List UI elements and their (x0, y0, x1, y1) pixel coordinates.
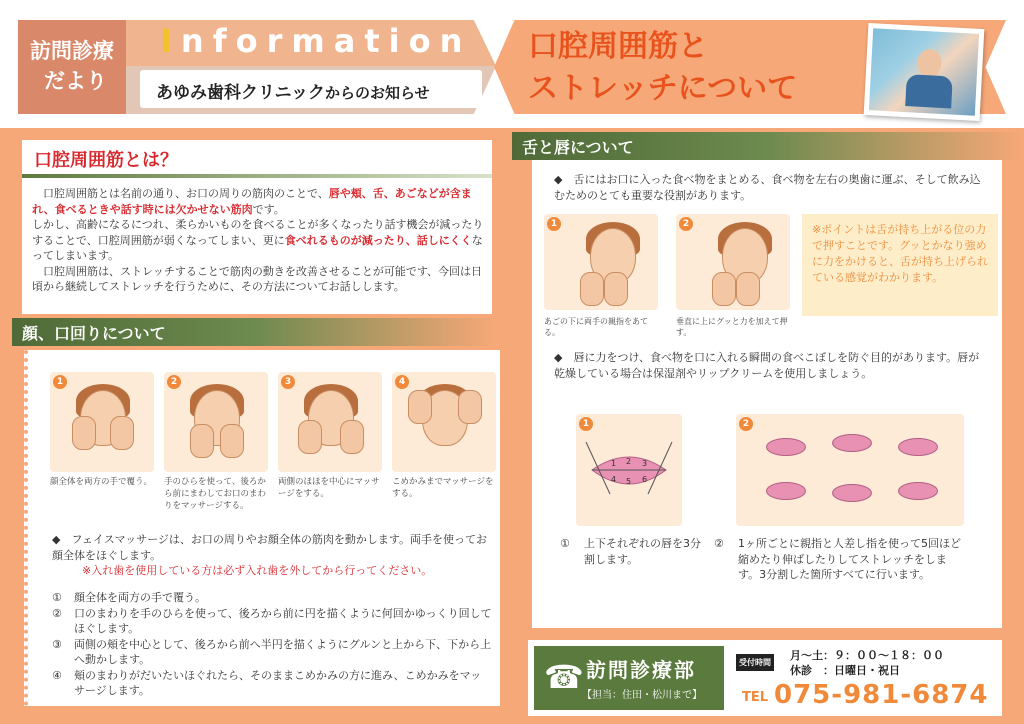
lip-section-label: 5 (626, 477, 632, 486)
tongue-illustration-1: 1 (544, 214, 658, 310)
header (0, 0, 1024, 128)
lip-stretch-illustration: 2 (736, 414, 964, 526)
reception-hours-badge: 受付時間 (736, 654, 774, 671)
department-name: 訪問診療部 (586, 658, 696, 682)
list-item: ③ 両側の頬を中心として、後ろから前へ半円を描くようにグルンと上から下、下から上へ動かします。 (52, 637, 492, 666)
what-is-panel (22, 140, 492, 314)
list-item: ② 口のまわりを手のひらを使って、後ろから前に円を描くように何回かゆっくり回してほぐします。 (52, 606, 492, 635)
lip-section-label: 3 (642, 459, 648, 468)
list-item: ④ 頬のまわりがだいたいほぐれたら、そのままこめかみの方に進み、こめかみをマッサージします。 (52, 668, 482, 697)
phone-number[interactable]: 075-981-6874 (774, 680, 989, 710)
badge-line2: だより (44, 69, 107, 93)
face-step-3: 3 両側のほほを中心にマッサージをする。 (278, 372, 382, 500)
elderly-man-photo (864, 23, 985, 121)
lip-caption-2: ② 1ヶ所ごとに親指と人差し指を使って5回ほど縮めたり伸ばしたりしてストレッチをします。3分割した箇所すべてに行います。 (714, 537, 961, 581)
lip-section-label: 6 (642, 475, 648, 484)
face-steps-list (52, 590, 492, 699)
face-panel (24, 350, 500, 706)
department-block (534, 646, 724, 710)
lip-sections-diagram (576, 414, 682, 526)
list-item: ① 顔全体を両方の手で覆う。 (52, 591, 206, 604)
lip-caption-1: ① 上下それぞれの唇を3分割します。 (560, 537, 701, 566)
newsletter-badge (18, 20, 126, 114)
lips-intro-text: ◆ 唇に力をつけ、食べ物を口に入れる瞬間の食べこぼしを防ぐ目的があります。唇が乾燥している場合は保湿剤やリップクリームを使用しましょう。 (554, 351, 980, 380)
tongue-illustration-2: 2 (676, 214, 790, 310)
face-step-4: 4 こめかみまでマッサージをする。 (392, 372, 496, 500)
face-step-1: 1 顔全体を両方の手で覆う。 (50, 372, 154, 488)
what-is-title: 口腔周囲筋とは？ (34, 150, 178, 171)
tel-label: TEL (742, 690, 769, 705)
information-heading: Information (160, 22, 472, 60)
face-step-2: 2 手のひらを使って、後ろから前にまわしてお口のまわりをマッサージする。 (164, 372, 268, 512)
denture-warning: ※入れ歯を使用している方は必ず入れ歯を外してから行ってください。 (82, 564, 433, 577)
tongue-lips-panel (532, 160, 1002, 628)
face-section-heading: 顔、口回りについて (12, 318, 496, 346)
lip-section-label: 4 (611, 475, 617, 484)
badge-line1: 訪問診療 (30, 39, 114, 63)
reception-hours: 月〜土：９：００〜１８：００ 休診 ：日曜日・祝日 (790, 649, 944, 677)
lip-division-illustration: 1 1 2 3 4 5 6 (576, 414, 682, 526)
phone-icon: ☎ (544, 658, 584, 696)
tongue-point-note: ※ポイントは舌が持ち上がる位の力で押すことです。グッとかなり強めに力をかけると、舌が持ち上げられている感覚がわかります。 (802, 214, 998, 316)
tongue-caption-1: あごの下に両手の親指をあてる。 (544, 317, 648, 337)
tongue-caption-2: 垂直に上にグッと力を加えて押す。 (676, 317, 788, 337)
tongue-section-heading: 舌と唇について (512, 132, 1024, 160)
what-is-body: 口腔周囲筋とは名前の通り、お口の周りの筋肉のことで、唇や頬、舌、あごなどが含まれ、食べるときや話す時には欠かせない筋肉です。 しかし、高齢になるにつれ、柔らかいものを食べることが多くなったり話す機会が減ったりすることで、口腔周囲筋が弱くなってしまい、更に食べれるものが減ったり、話しにくくなってしまいます。 口腔周囲筋は、ストレッチすることで筋肉の動きを改善させることが可能です、今回は日頃から継続してストレッチを行うために、その方法についてお話しします。 (32, 187, 484, 293)
face-massage-text: ◆ フェイスマッサージは、お口の周りやお顔全体の筋肉を動かします。両手を使ってお顔全体をほぐします。 ※入れ歯を使用している方は必ず入れ歯を外してから行ってください。 (52, 532, 492, 579)
page-title: 口腔周囲筋と ストレッチについて (528, 29, 798, 106)
tongue-intro-text: ◆ 舌にはお口に入った食べ物をまとめる、食べ物を左右の奥歯に運ぶ、そして飲み込むためのとても重要な役割があります。 (554, 173, 981, 202)
staff-names: 【担当：住田・松川まで】 (582, 690, 702, 701)
clinic-name-label: あゆみ歯科クリニックからのお知らせ (140, 70, 482, 108)
lip-section-label: 1 (611, 459, 617, 468)
lip-section-label: 2 (626, 457, 632, 466)
contact-box (528, 640, 1002, 716)
